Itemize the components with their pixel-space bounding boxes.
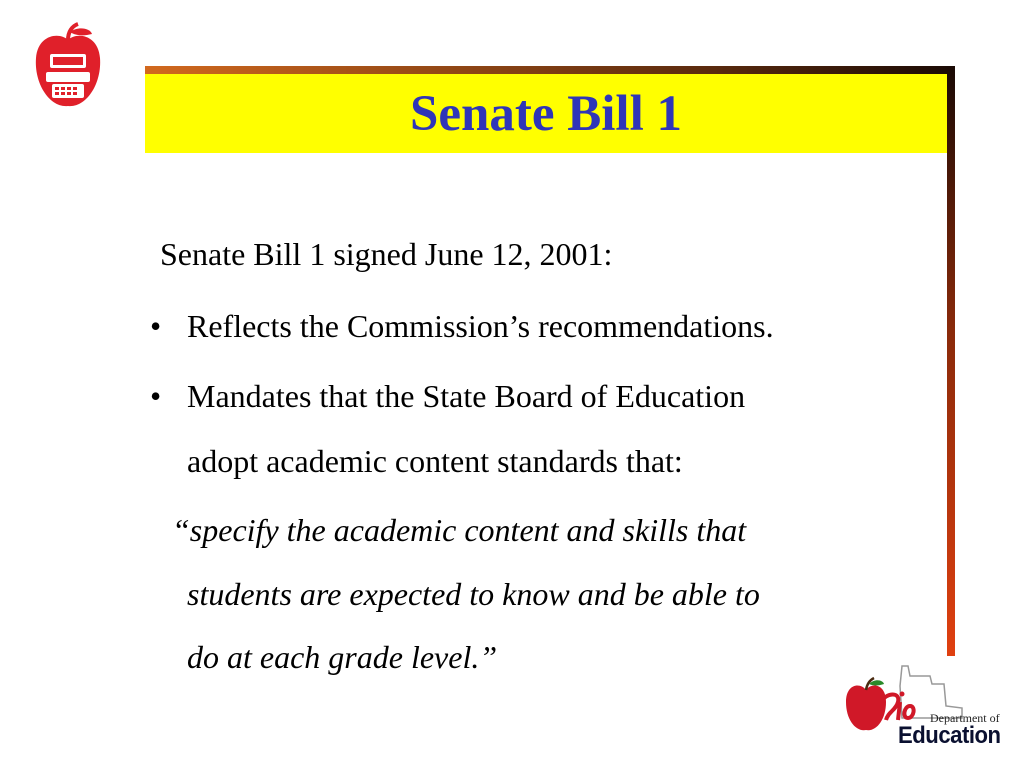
quote-line-3: do at each grade level.” [187, 639, 498, 675]
bullet-2-line-2: adopt academic content standards that: [187, 443, 683, 479]
title-frame-top-line [145, 66, 955, 74]
bullet-2-line-1: Mandates that the State Board of Education [187, 378, 746, 414]
title-banner [145, 74, 947, 153]
quote-line-1: “specify the academic content and skills that [172, 512, 747, 548]
apple-logo-icon [30, 22, 106, 110]
ode-department-text: Department of [930, 711, 1000, 725]
slide-title: Senate Bill 1 [409, 86, 682, 142]
ode-education-text: Education [898, 722, 1001, 749]
bullet-marker: • [150, 378, 162, 414]
slide-frame-right-bar [947, 66, 955, 656]
quote-line-2: students are expected to know and be able to [187, 576, 760, 612]
bullet-1-line-1: Reflects the Commission’s recommendations. [187, 308, 774, 344]
bullet-marker: • [150, 308, 162, 344]
intro-text: Senate Bill 1 signed June 12, 2001: [160, 236, 613, 272]
